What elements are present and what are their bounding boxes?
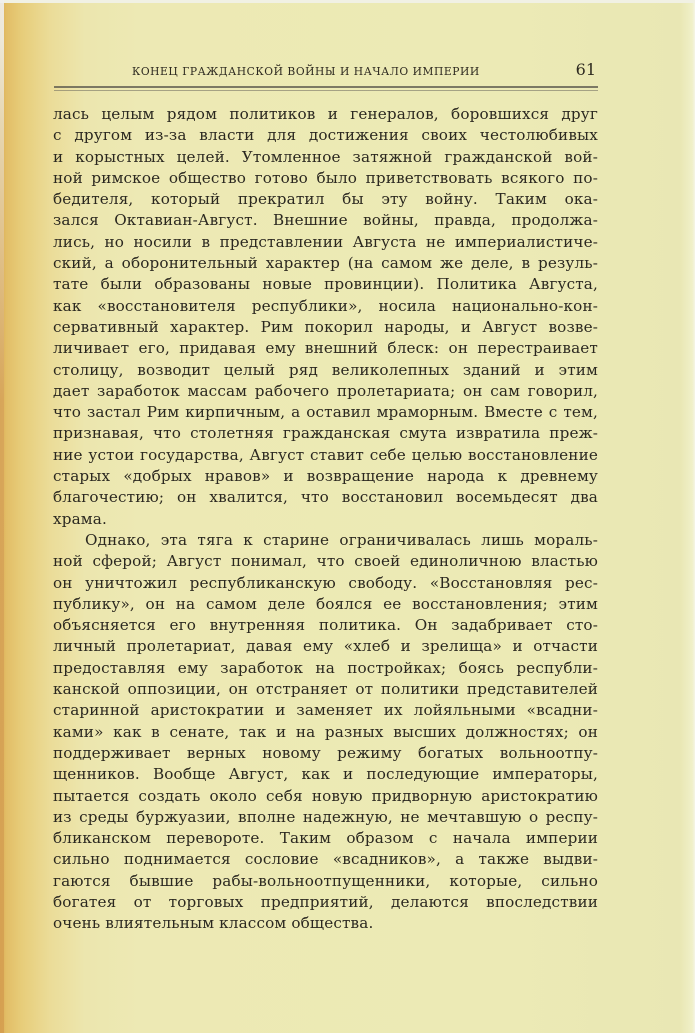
text-line: храма.: [53, 509, 107, 528]
text-line: признавая, что столетняя гражданская смута извратила преж-: [53, 424, 598, 443]
text-line: ной сферой; Август понимал, что своей единоличною властью: [53, 552, 598, 571]
text-line: бедителя, который прекратил бы эту войну. Таким ока-: [53, 190, 598, 209]
header-rule-thick: [54, 86, 598, 88]
text-line: ками» как в сенате, так и на разных высших должностях; он: [53, 722, 598, 741]
text-line: лась целым рядом политиков и генералов, боровшихся друг: [53, 105, 598, 123]
text-line: пытается создать около себя новую придворную аристократию: [53, 786, 598, 805]
text-line: очень влиятельным классом общества.: [53, 914, 374, 933]
page-header: [54, 58, 598, 98]
text-line: с другом из-за власти для достижения своих честолюбивых: [53, 126, 598, 145]
text-line: он уничтожил республиканскую свободу. «Восстановляя рес-: [53, 573, 598, 592]
text-line: сервативный характер. Рим покорил народы, и Август возве-: [53, 317, 598, 336]
text-line: объясняется его внутренняя политика. Он задабривает сто-: [53, 616, 598, 635]
text-line: личивает его, придавая ему внешний блеск: он перестраивает: [53, 339, 598, 358]
text-line: щенников. Вообще Август, как и последующие императоры,: [53, 765, 598, 784]
text-line: лись, но носили в представлении Августа не империалистиче-: [53, 232, 598, 251]
text-line: как «восстановителя республики», носила национально-кон-: [53, 296, 598, 315]
text-line: зался Октавиан-Август. Внешние войны, правда, продолжа-: [53, 211, 598, 230]
text-line: поддерживает верных новому режиму богатых вольноотпу-: [53, 743, 598, 762]
text-line: бликанском перевороте. Таким образом с начала империи: [53, 829, 598, 848]
text-line: ский, а оборонительный характер (на самом же деле, в резуль-: [53, 254, 598, 273]
text-line: предоставляя ему заработок на постройках; боясь республи-: [53, 658, 598, 677]
paragraph-2: [53, 530, 598, 935]
page-spine-edge: [0, 0, 4, 1033]
body-text: [53, 104, 598, 935]
text-line: гаются бывшие рабы-вольноотпущенники, которые, сильно: [53, 871, 598, 890]
text-line: что застал Рим кирпичным, а оставил мраморным. Вместе с тем,: [53, 403, 598, 422]
running-title: КОНЕЦ ГРАЖДАНСКОЙ ВОЙНЫ И НАЧАЛО ИМПЕРИИ: [132, 64, 480, 78]
text-line: ной римское общество готово было приветствовать всякого по-: [53, 168, 598, 187]
text-line: старых «добрых нравов» и возвращение народа к древнему: [53, 467, 598, 486]
text-line: публику», он на самом деле боялся ее восстановления; этим: [53, 594, 598, 613]
text-line: старинной аристократии и заменяет их лойяльными «всадни-: [53, 701, 598, 720]
text-line: канской оппозиции, он отстраняет от политики представителей: [53, 680, 598, 699]
text-line: личный пролетариат, давая ему «хлеб и зрелища» и отчасти: [53, 637, 598, 656]
header-rule-thin: [54, 90, 598, 91]
text-line: Однако, эта тяга к старине ограничивалась лишь мораль-: [85, 530, 598, 549]
text-line: и корыстных целей. Утомленное затяжной гражданской вой-: [53, 147, 598, 166]
text-line: тате были образованы новые провинции). Политика Августа,: [53, 275, 598, 294]
text-line: благочестию; он хвалится, что восстановил восемьдесят два: [53, 488, 598, 507]
text-line: богатея от торговых предприятий, делаются впоследствии: [53, 892, 598, 911]
text-line: ние устои государства, Август ставит себе целью восстановление: [53, 445, 598, 464]
text-line: столицу, возводит целый ряд великолепных зданий и этим: [53, 360, 598, 379]
text-line: из среды буржуазии, вполне надежную, не мечтавшую о респу-: [53, 807, 598, 826]
page-number: 61: [575, 60, 596, 79]
text-line: сильно поднимается сословие «всадников», а также выдви-: [53, 850, 598, 869]
text-line: дает заработок массам рабочего пролетариата; он сам говорил,: [53, 381, 598, 400]
page-top-edge: [0, 0, 695, 3]
paragraph-1: [53, 104, 598, 530]
